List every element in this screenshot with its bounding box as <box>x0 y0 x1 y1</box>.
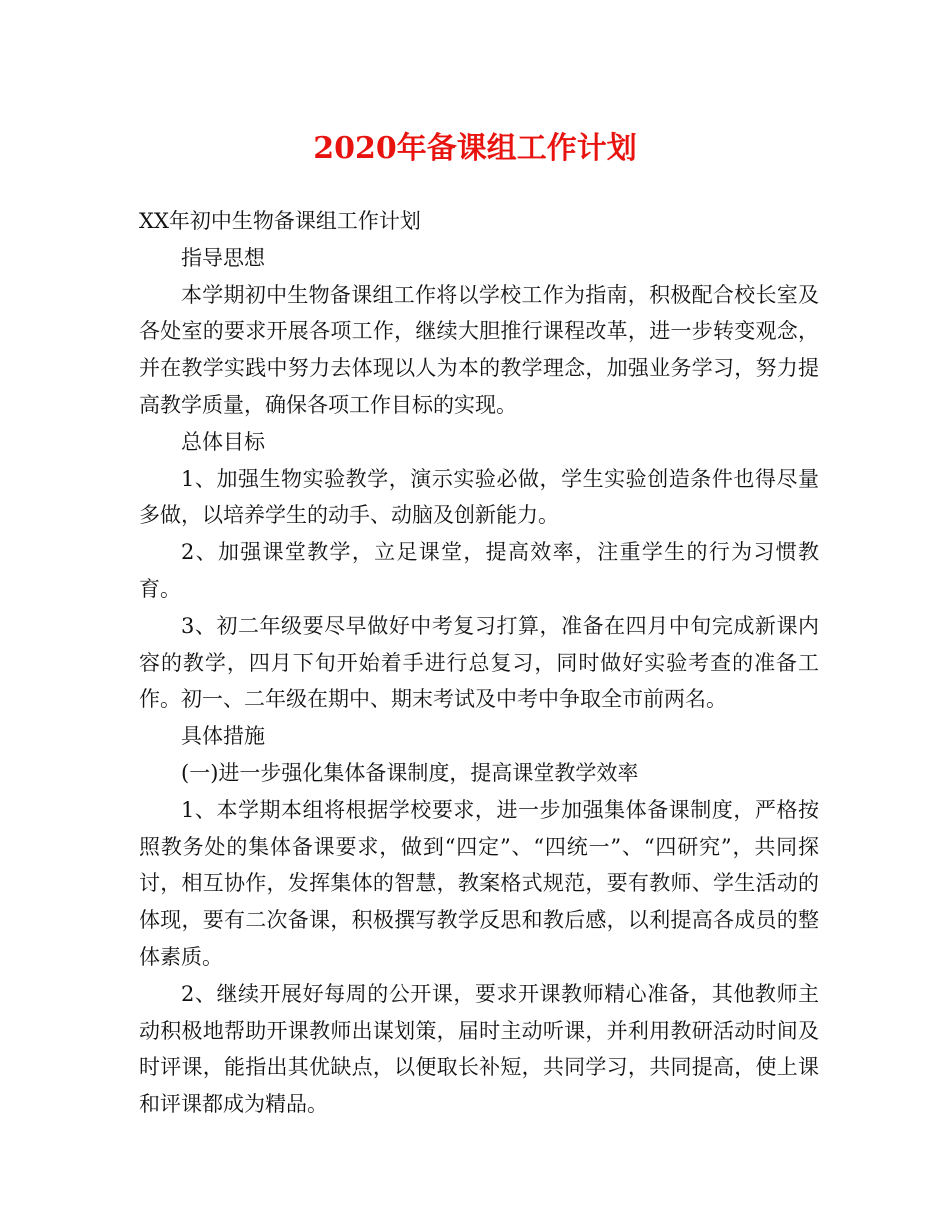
paragraph-measure-1: 1、本学期本组将根据学校要求，进一步加强集体备课制度，严格按照教务处的集体备课要求，做到“四定”、“四统一”、“四研究”，共同探讨，相互协作，发挥集体的智慧，教案格式规范，要有教师、学生活动的体现，要有二次备课，积极撰写教学反思和教后感，以利提高各成员的整体素质。 <box>139 797 819 969</box>
paragraph-goal-3: 3、初二年级要尽早做好中考复习打算，准备在四月中旬完成新课内容的教学，四月下旬开始着手进行总复习，同时做好实验考查的准备工作。初一、二年级在期中、期末考试及中考中争取全市前两名。 <box>139 613 819 712</box>
paragraph-goal-2: 2、加强课堂教学，立足课堂，提高效率，注重学生的行为习惯教育。 <box>139 540 819 601</box>
paragraph-goal-1: 1、加强生物实验教学，演示实验必做，学生实验创造条件也得尽量多做，以培养学生的动手、动脑及创新能力。 <box>139 466 819 528</box>
subsection-heading-collective-lesson-prep: (一)进一步强化集体备课制度，提高课堂教学效率 <box>181 760 639 785</box>
section-heading-guiding-ideology: 指导思想 <box>181 245 265 270</box>
section-heading-overall-goals: 总体目标 <box>181 429 265 454</box>
document-subtitle: XX年初中生物备课组工作计划 <box>139 209 421 233</box>
document-body <box>139 203 819 1123</box>
section-heading-specific-measures: 具体措施 <box>181 724 265 749</box>
document-title: 2020年备课组工作计划 <box>313 131 637 166</box>
paragraph-guiding-ideology: 本学期初中生物备课组工作将以学校工作为指南，积极配合校长室及各处室的要求开展各项工作，继续大胆推行课程改革，进一步转变观念，并在教学实践中努力去体现以人为本的教学理念，加强业务学习，努力提高教学质量，确保各项工作目标的实现。 <box>139 282 819 417</box>
paragraph-measure-2: 2、继续开展好每周的公开课，要求开课教师精心准备，其他教师主动积极地帮助开课教师出谋划策，届时主动听课，并利用教研活动时间及时评课，能指出其优缺点，以便取长补短，共同学习，共同提高，使上课和评课都成为精品。 <box>139 981 819 1117</box>
